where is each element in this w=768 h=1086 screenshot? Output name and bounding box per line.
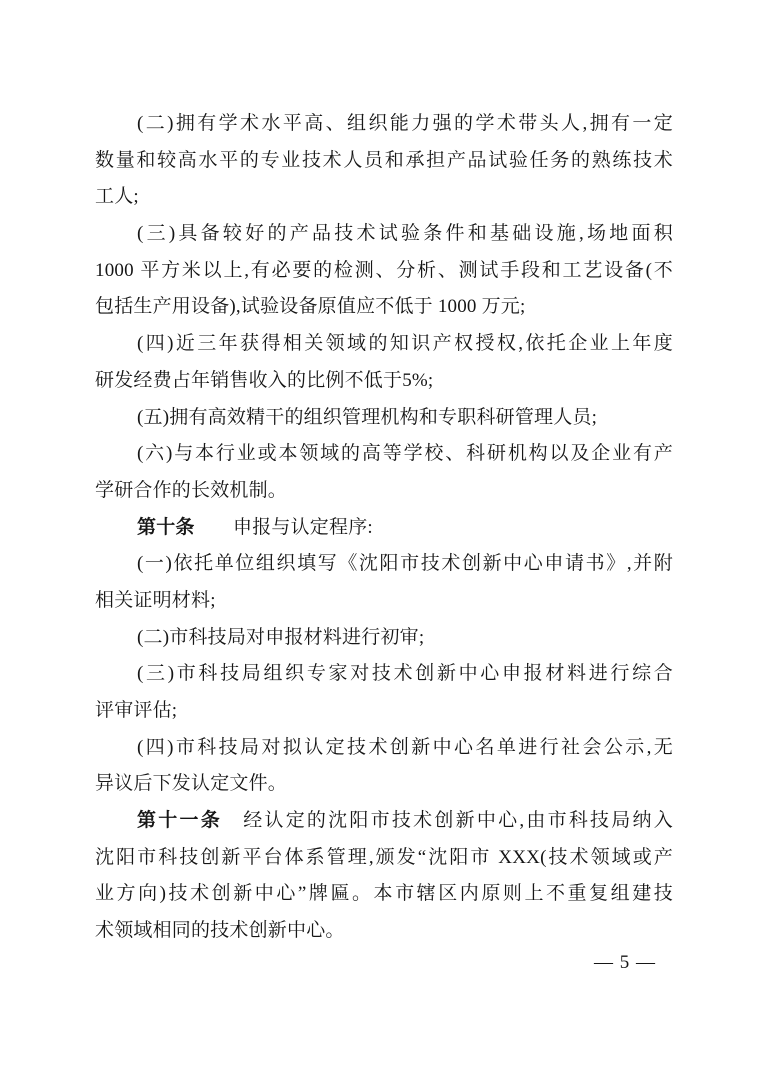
article-10-text: 申报与认定程序: xyxy=(194,516,373,538)
text-line: 沈阳市科技创新平台体系管理,颁发“沈阳市 XXX(技术领域或产 xyxy=(95,846,673,868)
page-number: — 5 — xyxy=(594,952,656,973)
text-line: (二)拥有学术水平高、组织能力强的学术带头人,拥有一定 xyxy=(137,113,673,134)
text-line: (四)近三年获得相关领域的知识产权授权,依托企业上年度 xyxy=(137,333,673,355)
text-line: (四)市科技局对拟认定技术创新中心名单进行社会公示,无 xyxy=(137,736,673,758)
text-line: (三)市科技局组织专家对技术创新中心申报材料进行综合 xyxy=(137,663,673,685)
text-line: (三)具备较好的产品技术试验条件和基础设施,场地面积 xyxy=(137,223,673,245)
document-body xyxy=(95,106,673,950)
article-11-text: 经认定的沈阳市技术创新中心,由市科技局纳入 xyxy=(221,810,673,832)
article-10-heading: 第十条 xyxy=(137,516,195,538)
text-line: 相关证明材料; xyxy=(95,589,216,611)
article-11-line xyxy=(95,803,673,840)
text-line: 业方向)技术创新中心”牌匾。本市辖区内原则上不重复组建技 xyxy=(95,883,673,905)
text-line: (一)依托单位组织填写《沈阳市技术创新中心申请书》,并附 xyxy=(137,553,673,575)
text-line: (六)与本行业或本领域的高等学校、科研机构以及企业有产 xyxy=(137,443,673,465)
article-11-heading: 第十一条 xyxy=(137,810,222,832)
text-line: 工人; xyxy=(95,186,139,208)
text-line: (二)市科技局对申报材料进行初审; xyxy=(137,626,425,648)
article-10-line xyxy=(95,510,673,547)
text-line: 评审评估; xyxy=(95,700,178,721)
text-line: 研发经费占年销售收入的比例不低于5%; xyxy=(95,369,434,391)
text-line: 数量和较高水平的专业技术人员和承担产品试验任务的熟练技术 xyxy=(95,149,673,171)
text-line: 学研合作的长效机制。 xyxy=(95,479,288,501)
text-line: 1000 平方米以上,有必要的检测、分析、测试手段和工艺设备(不 xyxy=(95,259,673,281)
text-line: 术领域相同的技术创新中心。 xyxy=(95,920,345,942)
text-line: 包括生产用设备),试验设备原值应不低于 1000 万元; xyxy=(95,296,526,318)
text-line: 异议后下发认定文件。 xyxy=(95,773,288,795)
text-line: (五)拥有高效精干的组织管理机构和专职科研管理人员; xyxy=(137,406,598,428)
